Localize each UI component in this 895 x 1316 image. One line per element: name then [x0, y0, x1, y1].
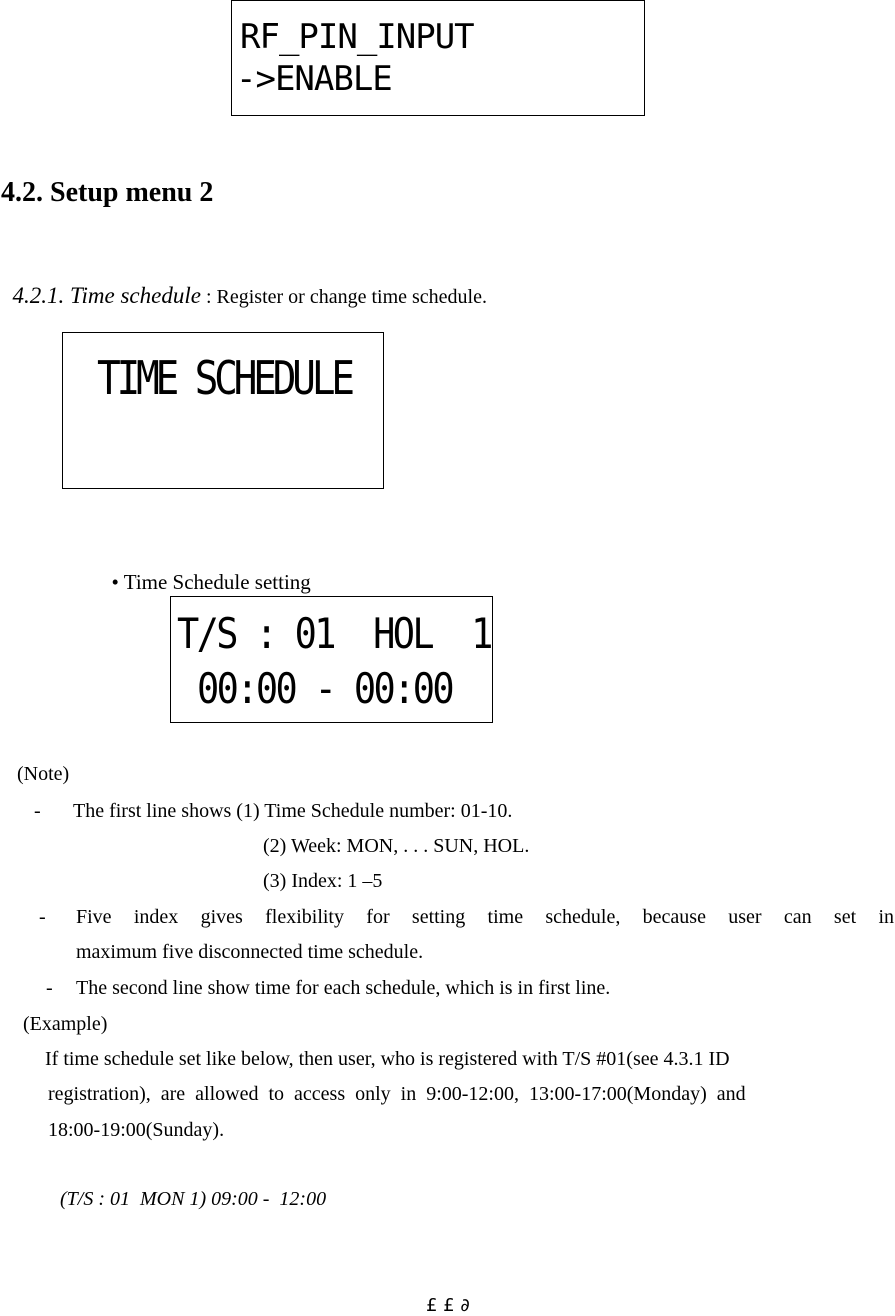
note-item-1: The first line shows (1) Time Schedule number: 01-10. — [73, 800, 513, 822]
lcd-line-1: T/S : 01 HOL 1 — [177, 609, 491, 658]
subsection-title: 4.2.1. Time schedule — [12, 283, 201, 308]
note-item-3: (3) Index: 1 –5 — [263, 870, 383, 892]
bullet-item — [101, 551, 311, 593]
lcd-display-ts — [170, 596, 493, 723]
lcd-line-1: TIME SCHEDULE — [97, 351, 351, 405]
lcd-display-rf-pin-input — [231, 0, 645, 116]
note-dash-1: - — [34, 800, 41, 822]
lcd-line-2: 00:00 - 00:00 — [197, 664, 452, 713]
note-heading: (Note) — [17, 763, 70, 785]
example-line-3: 18:00-19:00(Sunday). — [48, 1119, 225, 1141]
note-item-4-line-1: Five index gives flexibility for setting time schedule, because user can set in — [76, 906, 894, 928]
note-dash-4: - — [39, 906, 46, 928]
section-heading: 4.2. Setup menu 2 — [1, 177, 214, 208]
note-item-4-line-2: maximum five disconnected time schedule. — [76, 941, 424, 963]
example-schedule-line: (T/S : 01 MON 1) 09:00 - 12:00 — [60, 1188, 327, 1210]
subsection-line — [1, 261, 487, 307]
lcd-line-2: ->ENABLE — [236, 59, 392, 99]
bullet-text: Time Schedule setting — [118, 570, 311, 594]
bullet-icon: • — [111, 570, 119, 594]
note-item-5: The second line show time for each schedule, which is in first line. — [76, 977, 611, 999]
example-heading: (Example) — [23, 1013, 108, 1035]
example-line-1: If time schedule set like below, then user, who is registered with T/S #01(see 4.3.1 ID — [45, 1048, 730, 1070]
lcd-display-time-schedule — [62, 332, 384, 489]
lcd-line-1: RF_PIN_INPUT — [240, 17, 474, 57]
subsection-description: : Register or change time schedule. — [200, 286, 487, 308]
note-dash-5: - — [46, 977, 53, 999]
page-number: £ £ ∂ — [426, 1295, 470, 1316]
note-item-2: (2) Week: MON, . . . SUN, HOL. — [263, 835, 530, 857]
example-line-2: registration), are allowed to access only in 9:00-12:00, 13:00-17:00(Monday) and — [48, 1083, 746, 1105]
